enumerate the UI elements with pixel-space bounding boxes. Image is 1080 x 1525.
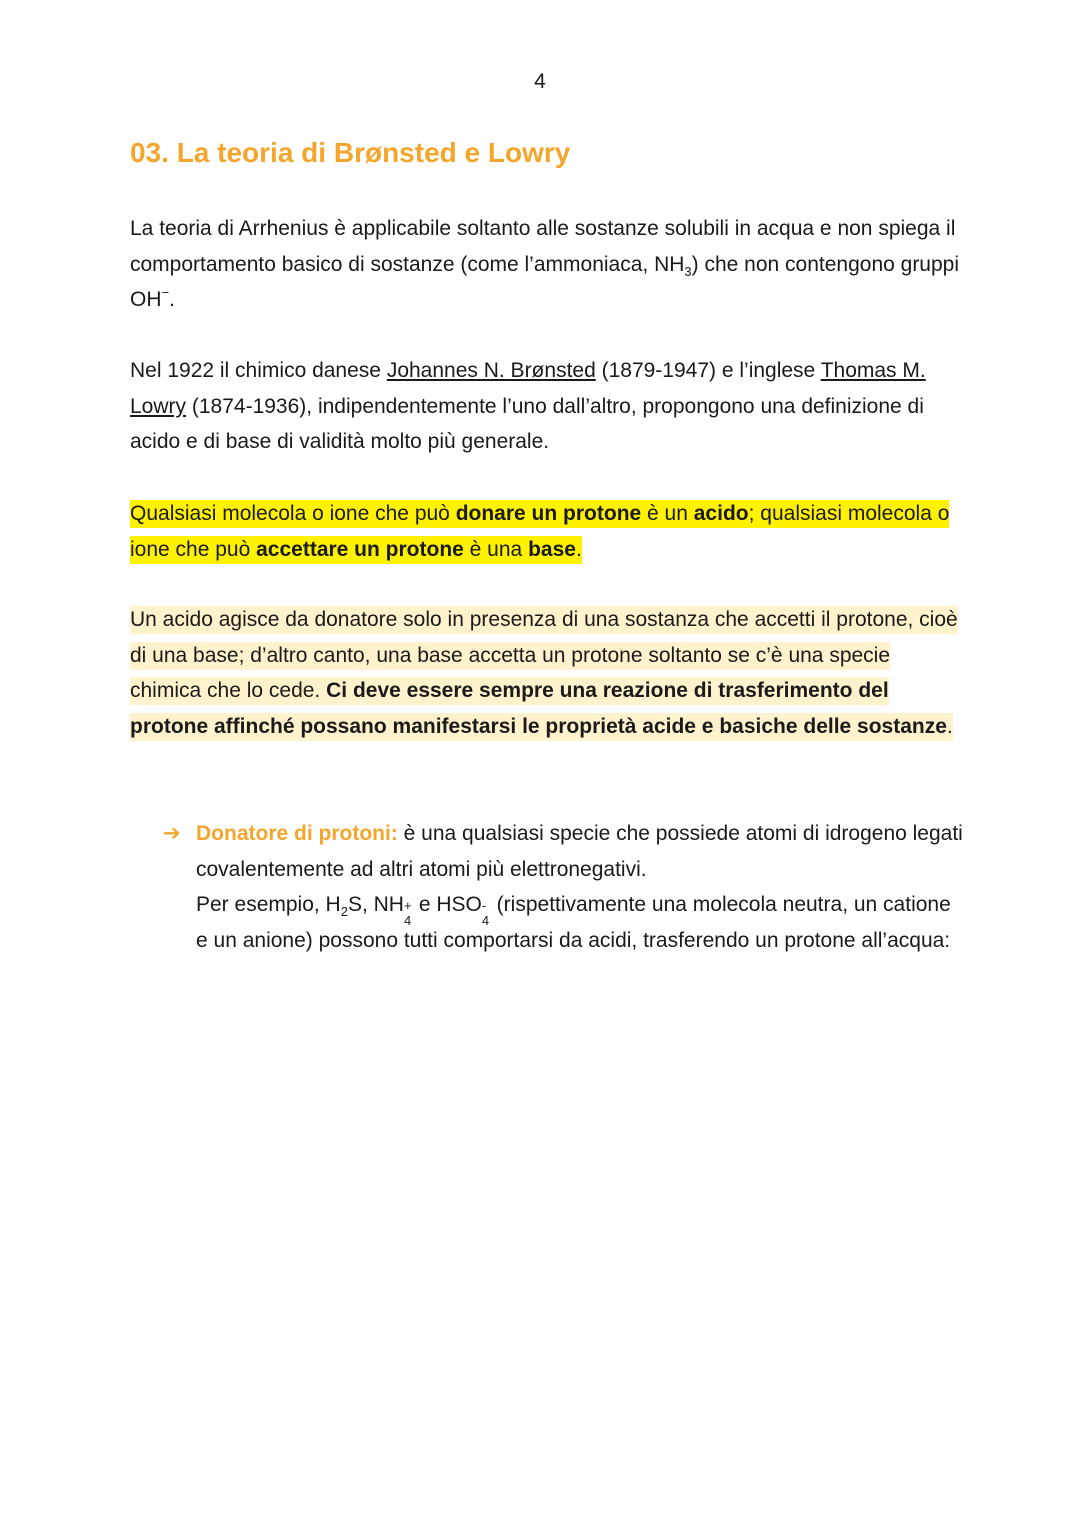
text: Per esempio, H: [196, 893, 341, 917]
page-number: 4: [534, 70, 546, 93]
bold-term: donare un protone: [455, 502, 642, 525]
ion-charge-index: [403, 898, 413, 929]
superscript: +: [403, 898, 412, 914]
text: e HSO: [412, 893, 482, 917]
text: Nel 1922 il chimico danese: [130, 359, 387, 382]
text: .: [946, 714, 953, 738]
subscript: 3: [684, 263, 692, 279]
highlighted-explanation: [130, 606, 958, 741]
scientist-name-bronsted: Johannes N. Brønsted: [386, 359, 596, 382]
text: (1874-1936), indipendentemente l’uno dall’altro, propongono una definizione di acido e di base di validità molto più generale.: [130, 394, 924, 454]
text: Un acido agisce da donatore solo in presenza di una sostanza che accetti il protone, cioè di una base; d’altro canto, una base accetta un protone soltanto se c’è una specie chimica che lo cede.: [130, 608, 958, 703]
superscript: -: [481, 898, 487, 914]
text: è una: [463, 537, 529, 561]
bold-term: accettare un protone: [256, 537, 464, 561]
superscript: −: [161, 285, 170, 301]
text: .: [169, 288, 175, 312]
subscript: 4: [481, 913, 490, 929]
bold-term: acido: [693, 502, 749, 525]
text: è un: [641, 502, 694, 525]
text: ) che non contengono gruppi OH: [130, 252, 960, 312]
subscript: 2: [340, 904, 348, 920]
text: (1879-1947) e l’inglese: [595, 359, 821, 382]
ion-charge-index: [481, 898, 491, 929]
scientist-name-lowry: Thomas M. Lowry: [130, 359, 926, 418]
text: La teoria di Arrhenius è applicabile soltanto alle sostanze solubili in acqua e non spiega il comportamento basico di sostanze (come l’ammoniaca, NH: [130, 217, 956, 276]
paragraph-definition-highlight: [130, 496, 960, 567]
text: (rispettivamente una molecola neutra, un catione e un anione) possono tutti comportarsi da acidi, trasferendo un protone all’acqua:: [196, 893, 951, 952]
bullet-text: [196, 816, 963, 958]
text: ; qualsiasi molecola o ione che può: [130, 502, 950, 561]
bullet-proton-donor: [163, 816, 963, 958]
text: .: [575, 537, 582, 561]
text: Qualsiasi molecola o ione che può: [130, 502, 456, 525]
text: è una qualsiasi specie che possiede atomi di idrogeno legati covalentemente ad altri atomi più elettronegativi.: [196, 822, 963, 881]
paragraph-arrhenius-limits: [130, 211, 960, 318]
highlighted-definition: [130, 500, 949, 564]
bold-term: base: [528, 537, 576, 561]
bold-statement: Ci deve essere sempre una reazione di trasferimento del protone affinché possano manifestarsi le proprietà acide e basiche delle sostanze: [130, 679, 947, 738]
paragraph-bronsted-lowry-intro: [130, 353, 960, 460]
arrow-right-icon: ➔: [163, 821, 181, 845]
text: S, NH: [347, 893, 404, 917]
bullet-term: Donatore di protoni:: [196, 822, 398, 845]
section-title: 03. La teoria di Brønsted e Lowry: [130, 137, 571, 168]
subscript: 4: [403, 913, 412, 929]
paragraph-proton-transfer: [130, 602, 960, 744]
